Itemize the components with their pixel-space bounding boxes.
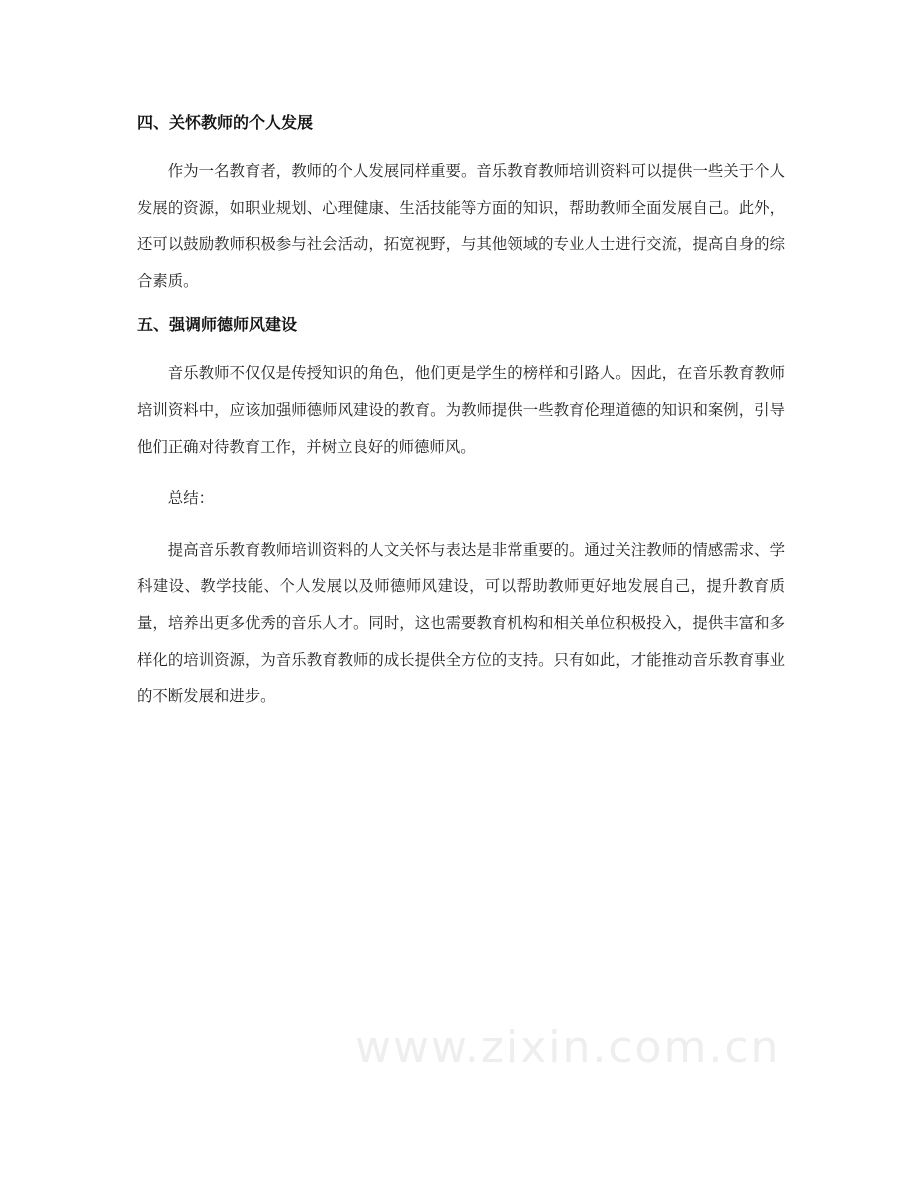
section-paragraph-teacher-ethics: 音乐教师不仅仅是传授知识的角色，他们更是学生的榜样和引路人。因此，在音乐教育教师培训资料中，应该加强师德师风建设的教育。为教师提供一些教育伦理道德的知识和案例，引导他们正确对待教育工作，并树立良好的师德师风。 (137, 364, 785, 456)
summary-paragraph: 提高音乐教育教师培训资料的人文关怀与表达是非常重要的。通过关注教师的情感需求、学科建设、教学技能、个人发展以及师德师风建设，可以帮助教师更好地发展自己，提升教育质量，培养出更多优秀的音乐人才。同时，这也需要教育机构和相关单位积极投入，提供丰富和多样化的培训资源，为音乐教育教师的成长提供全方位的支持。只有如此，才能推动音乐教育事业的不断发展和进步。 (137, 540, 785, 706)
watermark-text: www.zixin.com.cn (355, 1022, 781, 1073)
summary-label: 总结： (167, 489, 214, 508)
section-paragraph-personal-development: 作为一名教育者，教师的个人发展同样重要。音乐教育教师培训资料可以提供一些关于个人发展的资源，如职业规划、心理健康、生活技能等方面的知识，帮助教师全面发展自己。此外，还可以鼓励教师积极参与社会活动，拓宽视野，与其他领域的专业人士进行交流，提高自身的综合素质。 (137, 162, 785, 290)
section-heading-teacher-ethics: 五、强调师德师风建设 (137, 315, 298, 335)
section-heading-personal-development: 四、关怀教师的个人发展 (137, 113, 314, 132)
document-body (137, 103, 785, 715)
